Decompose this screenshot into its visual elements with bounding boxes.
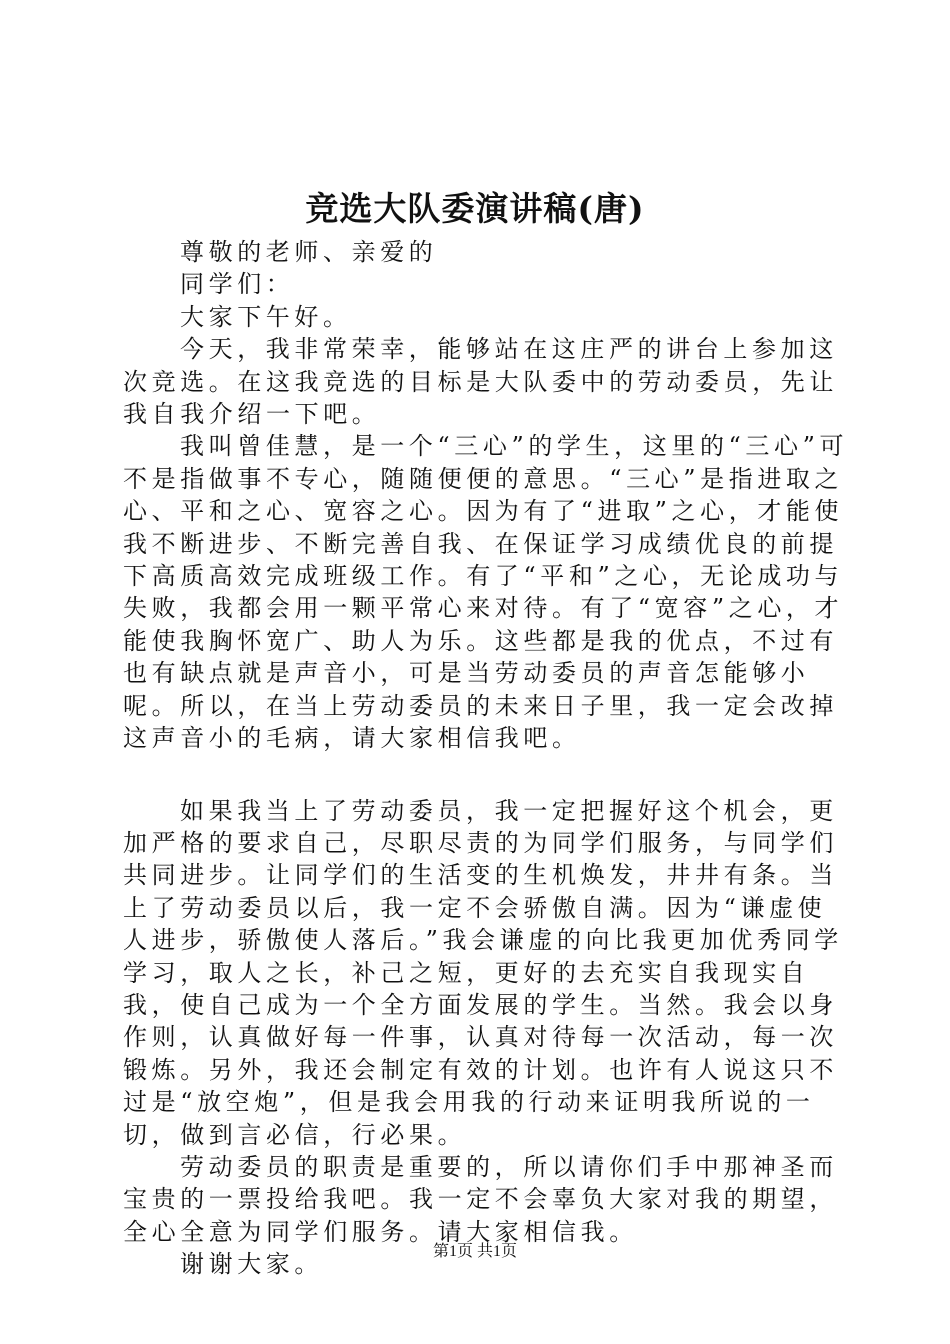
paragraph-self-introduction: 我叫曾佳慧，是一个“三心”的学生，这里的“三心”可不是指做事不专心，随随便便的意思。“三心”是指进取之心、平和之心、宽容之心。因为有了“进取”之心，才能使我不断进步、不断完善自我、在保证学习成绩优良的前提下高质高效完成班级工作。有了“平和”之心，无论成功与失败，我都会用一颗平常心来对待。有了“宽容”之心，才能使我胸怀宽广、助人为乐。这些都是我的优点，不过有也有缺点就是声音小，可是当劳动委员的声音怎能够小呢。所以，在当上劳动委员的未来日子里，我一定会改掉这声音小的毛病，请大家相信我吧。 bbox=[123, 432, 849, 753]
paragraph-spacer bbox=[123, 755, 851, 795]
paragraph-appeal: 劳动委员的职责是重要的，所以请你们手中那神圣而宝贵的一票投给我吧。我一定不会辜负大家对我的期望，全心全意为同学们服务。请大家相信我。 bbox=[123, 1152, 838, 1246]
paragraph-plans: 如果我当上了劳动委员，我一定把握好这个机会，更加严格的要求自己，尽职尽责的为同学们服务，与同学们共同进步。让同学们的生活变的生机焕发，井井有条。当上了劳动委员以后，我一定不会骄傲自满。因为“谦虚使人进步，骄傲使人落后。”我会谦虚的向比我更加优秀同学学习，取人之长，补己之短，更好的去充实自我现实自我，使自己成为一个全方面发展的学生。当然。我会以身作则，认真做好每一件事，认真对待每一次活动，每一次锻炼。另外，我还会制定有效的计划。也许有人说这只不过是“放空炮”，但是我会用我的行动来证明我所说的一切，做到言必信，行必果。 bbox=[123, 796, 843, 1149]
document-body bbox=[123, 236, 851, 1281]
paragraph-intro: 今天，我非常荣幸，能够站在这庄严的讲台上参加这次竞选。在这我竞选的目标是大队委中的劳动委员，先让我自我介绍一下吧。 bbox=[123, 335, 838, 429]
closing-thanks: 谢谢大家。 bbox=[180, 1250, 323, 1279]
salutation-line-2: 同学们： bbox=[180, 270, 295, 299]
page-footer: 第1页 共1页 bbox=[432, 1243, 517, 1260]
salutation-line-1: 尊敬的老师、亲爱的 bbox=[180, 238, 438, 266]
document-title: 竞选大队委演讲稿(唐) bbox=[305, 189, 645, 228]
greeting: 大家下午好。 bbox=[180, 302, 352, 331]
